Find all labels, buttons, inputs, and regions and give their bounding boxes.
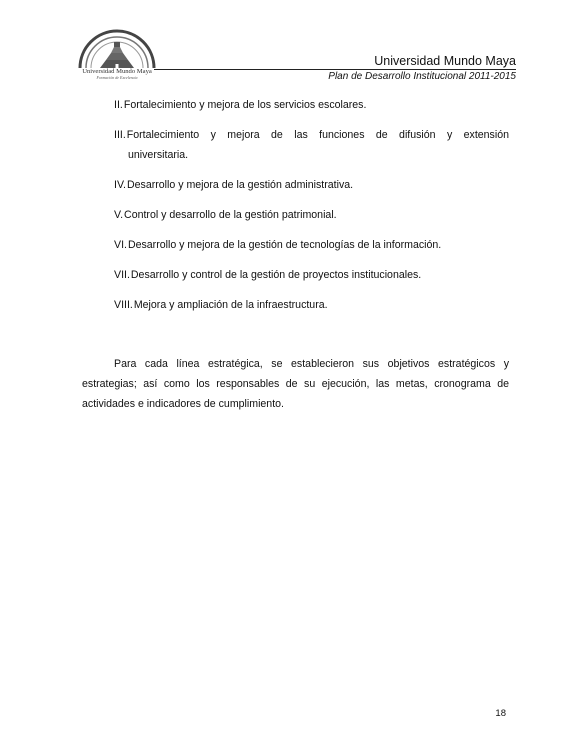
list-item: [114, 265, 509, 285]
header-title: Universidad Mundo Maya: [374, 54, 516, 68]
page-number: 18: [495, 708, 506, 719]
strategic-lines-list: [114, 95, 509, 325]
logo-motto: Formación de Excelencia: [96, 75, 138, 80]
list-item-first-line: [114, 125, 509, 145]
list-item-text: Fortalecimiento y mejora de las funciones de difusión y extensión: [126, 129, 509, 141]
list-item-number: VIII.: [114, 299, 133, 311]
list-item-text: Desarrollo y mejora de la gestión de tecnologías de la información.: [127, 239, 442, 251]
university-logo: [72, 28, 162, 84]
list-item-number: VI.: [114, 239, 127, 251]
list-item-text: Mejora y ampliación de la infraestructura.: [133, 299, 328, 311]
header-subtitle: Plan de Desarrollo Institucional 2011-2015: [328, 71, 516, 82]
list-item-number: II.: [114, 99, 123, 111]
list-item: [114, 295, 509, 315]
list-item: [114, 235, 509, 255]
list-item-text: Desarrollo y mejora de la gestión administrativa.: [126, 179, 354, 191]
header-divider: [154, 69, 516, 70]
list-item-text: Fortalecimiento y mejora de los servicios escolares.: [123, 99, 367, 111]
logo-text: Universidad Mundo Maya: [82, 68, 152, 75]
list-item-continuation: universitaria.: [128, 149, 189, 161]
page-header: [72, 28, 516, 84]
list-item-text: Control y desarrollo de la gestión patrimonial.: [124, 209, 337, 221]
pyramid-arch-icon: [72, 28, 162, 70]
list-item-text: Desarrollo y control de la gestión de proyectos institucionales.: [130, 269, 422, 281]
body-paragraph: Para cada línea estratégica, se establecieron sus objetivos estratégicos y estrategias; así como los responsables de su ejecución, las metas, cronograma de actividades e indicadores de cumplimiento.: [82, 358, 509, 410]
list-item: [114, 205, 509, 225]
list-item: [114, 95, 509, 115]
list-item-number: III.: [114, 129, 126, 141]
list-item: [114, 175, 509, 195]
list-item-number: VII.: [114, 269, 130, 281]
list-item-number: IV.: [114, 179, 126, 191]
list-item-number: V.: [114, 209, 124, 221]
list-item: [114, 125, 509, 165]
